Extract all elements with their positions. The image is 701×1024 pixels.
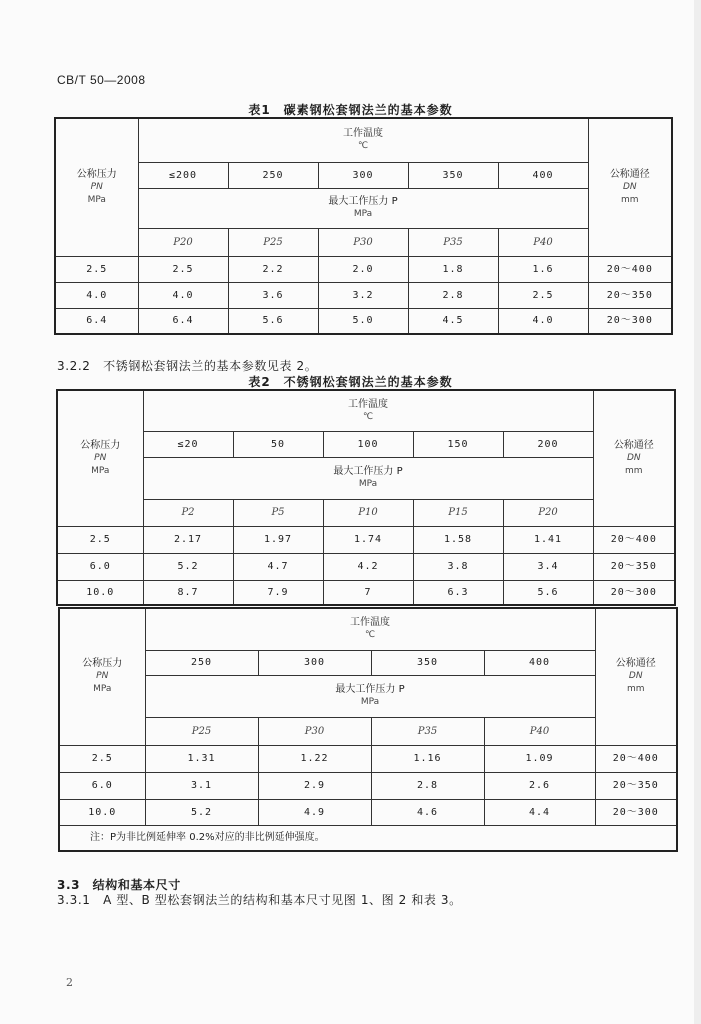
clause-3-2-2: 3.2.2 不锈钢松套钢法兰的基本参数见表 2。 — [57, 359, 318, 373]
table-row: 10.0 5.2 4.9 4.6 4.4 20～300 — [59, 799, 677, 825]
page-edge-shadow — [694, 0, 701, 1024]
table2-part2-dn-header: 公称通径 DN mm — [595, 608, 677, 745]
table1-temp-cell: 300 — [318, 162, 408, 188]
table2-temp-header: 工作温度 ℃ — [143, 390, 593, 431]
table-row: 6.4 6.4 5.6 5.0 4.5 4.0 20～300 — [55, 308, 672, 334]
table2-caption: 表2 不锈钢松套钢法兰的基本参数 — [248, 375, 453, 389]
table1-temp-row — [55, 162, 672, 188]
table-row: 4.0 4.0 3.6 3.2 2.8 2.5 20～350 — [55, 282, 672, 308]
table1-dn-header: 公称通径 DN mm — [588, 118, 672, 256]
table2-dn-header: 公称通径 DN mm — [593, 390, 675, 526]
page-number: 2 — [66, 976, 73, 989]
table2-part2-temp-row: 250 300 350 400 — [59, 650, 677, 675]
table1-temp-cell: ≤200 — [138, 162, 228, 188]
table1-temp-cell: 250 — [228, 162, 318, 188]
table2-maxp-header: 最大工作压力 P MPa — [143, 457, 593, 499]
table2-psym-row: P2 P5 P10 P15 P20 — [57, 499, 675, 526]
table1-caption: 表1 碳素钢松套钢法兰的基本参数 — [248, 103, 453, 117]
table2-part2-maxp-header: 最大工作压力 P MPa — [145, 675, 595, 717]
table-row: 2.5 1.31 1.22 1.16 1.09 20～400 — [59, 745, 677, 772]
table1-psym-cell: P40 — [498, 228, 588, 256]
table1-temp-header: 工作温度 ℃ — [138, 118, 588, 162]
table2-part2-temp-header: 工作温度 ℃ — [145, 608, 595, 650]
table1-psym-cell: P30 — [318, 228, 408, 256]
table2-part2 — [58, 607, 678, 852]
table2-temp-row: ≤20 50 100 150 200 — [57, 431, 675, 457]
table1-psym-cell: P35 — [408, 228, 498, 256]
table-row: 6.0 3.1 2.9 2.8 2.6 20～350 — [59, 772, 677, 799]
table1-temp-cell: 400 — [498, 162, 588, 188]
table2-note: 注：P为非比例延伸率 0.2%对应的非比例延伸强度。 — [59, 825, 677, 851]
table-row: 6.0 5.2 4.7 4.2 3.8 3.4 20～350 — [57, 553, 675, 580]
standard-code: CB/T 50—2008 — [57, 73, 146, 87]
table1-maxp-header: 最大工作压力 P MPa — [138, 188, 588, 228]
table2-pn-header: 公称压力 PN MPa — [57, 390, 143, 526]
table1-psym-row — [55, 228, 672, 256]
table1-pn-header: 公称压力 PN MPa — [55, 118, 138, 256]
clause-3-3-1: 3.3.1 A 型、B 型松套钢法兰的结构和基本尺寸见图 1、图 2 和表 3。 — [57, 893, 462, 907]
table1-psym-cell: P20 — [138, 228, 228, 256]
table1-temp-cell: 350 — [408, 162, 498, 188]
table-row: 2.5 2.17 1.97 1.74 1.58 1.41 20～400 — [57, 526, 675, 553]
table2-part2-pn-header: 公称压力 PN MPa — [59, 608, 145, 745]
table-row: 10.0 8.7 7.9 7 6.3 5.6 20～300 — [57, 580, 675, 605]
table1-psym-cell: P25 — [228, 228, 318, 256]
table-row: 2.5 2.5 2.2 2.0 1.8 1.6 20～400 — [55, 256, 672, 282]
table2-part1 — [56, 389, 676, 606]
table2-part2-psym-row: P25 P30 P35 P40 — [59, 717, 677, 745]
clause-3-3-title: 3.3 结构和基本尺寸 — [57, 878, 181, 892]
table1 — [54, 117, 673, 335]
